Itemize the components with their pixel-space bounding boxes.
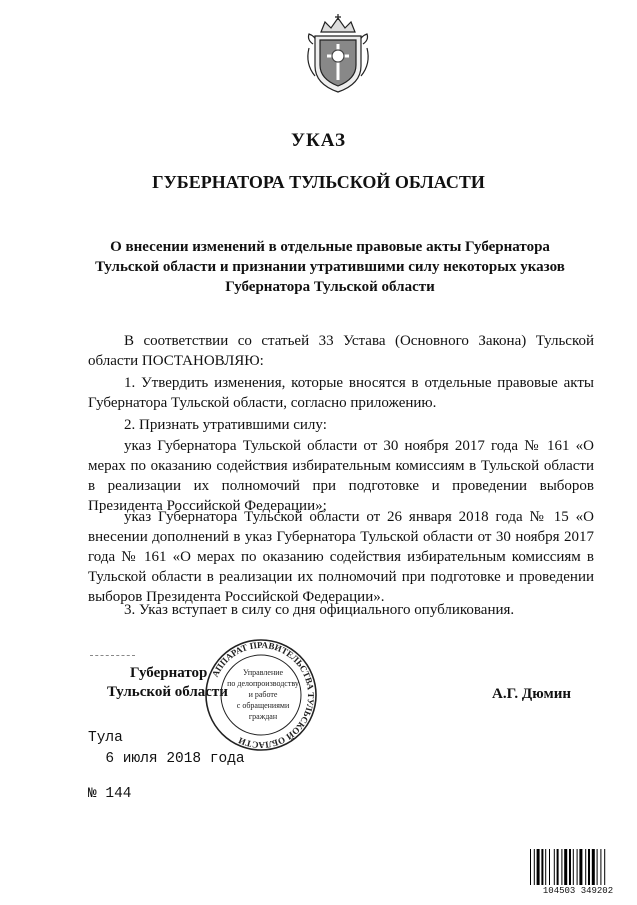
stamp-line-3: и работе — [248, 690, 278, 699]
item-2b-paragraph: указ Губернатора Тульской области от 26 января 2018 года № 15 «О внесении дополнений в указ Губернатора Тульской области от 30 ноября 2017 года № 161 «О мерах по оказанию содействия избирательным комиссиям в Тульской области в реализации их полномочий при подготовке и проведении выборов Президента Российской Федерации». — [88, 509, 594, 605]
stamp-line-2: по делопроизводству — [227, 679, 299, 688]
barcode-number: 104503 349202 — [542, 886, 614, 896]
document-title: УКАЗ — [291, 130, 346, 151]
barcode-bar — [557, 849, 559, 885]
signature-name: А.Г. Дюмин — [492, 686, 572, 702]
item-1-paragraph: 1. Утвердить изменения, которые вносятся в отдельные правовые акты Губернатора Тульской области, согласно приложению. — [88, 375, 594, 411]
heading-line-3: Губернатора Тульской области — [225, 279, 435, 295]
barcode-bar — [541, 849, 543, 885]
stamp-line-1: Управление — [242, 668, 284, 677]
barcode-bar — [585, 849, 586, 885]
barcode-bar — [604, 849, 605, 885]
stamp-ring-text: АППАРАТ ПРАВИТЕЛЬСТВА ТУЛЬСКОЙ ОБЛАСТИ — [209, 639, 317, 751]
barcode-bar — [534, 849, 535, 885]
barcode-bar — [564, 849, 567, 885]
barcode-bar — [597, 849, 598, 885]
stamp-line-5: граждан — [248, 712, 278, 721]
item-3-paragraph: 3. Указ вступает в силу со дня официального опубликования. — [124, 602, 515, 618]
barcode-bar — [545, 849, 546, 885]
stamp-line-4: с обращениями — [236, 701, 290, 710]
barcode — [529, 849, 627, 889]
barcode-bar — [579, 849, 582, 885]
heading-line-1: О внесении изменений в отдельные правовые акты Губернатора — [110, 239, 550, 255]
footer-number: № 144 — [88, 786, 132, 802]
barcode-bar — [569, 849, 571, 885]
footer-city: Тула — [88, 730, 123, 746]
signature-position-line-1: Губернатор — [130, 665, 208, 681]
document-subtitle: ГУБЕРНАТОРА ТУЛЬСКОЙ ОБЛАСТИ — [152, 172, 485, 192]
barcode-bar — [561, 849, 562, 885]
barcode-bar — [577, 849, 578, 885]
barcode-bar — [588, 849, 590, 885]
barcode-bar — [537, 849, 540, 885]
coat-of-arms-emblem — [301, 14, 375, 94]
barcode-bar — [554, 849, 555, 885]
heading-line-2: Тульской области и признании утратившими силу некоторых указов — [95, 259, 565, 275]
barcode-bar — [549, 849, 550, 885]
barcode-bar — [592, 849, 595, 885]
barcode-bar — [573, 849, 574, 885]
item-2-paragraph: 2. Признать утратившими силу: — [124, 417, 327, 433]
separator-dashes — [90, 655, 135, 656]
intro-paragraph: В соответствии со статьей 33 Устава (Основного Закона) Тульской области ПОСТАНОВЛЯЮ: — [88, 333, 594, 369]
barcode-bar — [600, 849, 601, 885]
footer-date-value: 6 июля 2018 года — [105, 751, 245, 767]
item-2a-paragraph: указ Губернатора Тульской области от 30 ноября 2017 года № 161 «О мерах по оказанию содействия избирательным комиссиям в Тульской области в реализации их полномочий при подготовке и проведении выборов Президента Российской Федерации»; — [88, 438, 594, 514]
barcode-bar — [530, 849, 531, 885]
signature-position-line-2: Тульской области — [107, 684, 228, 700]
footer-date — [88, 751, 245, 767]
official-stamp — [203, 637, 319, 753]
